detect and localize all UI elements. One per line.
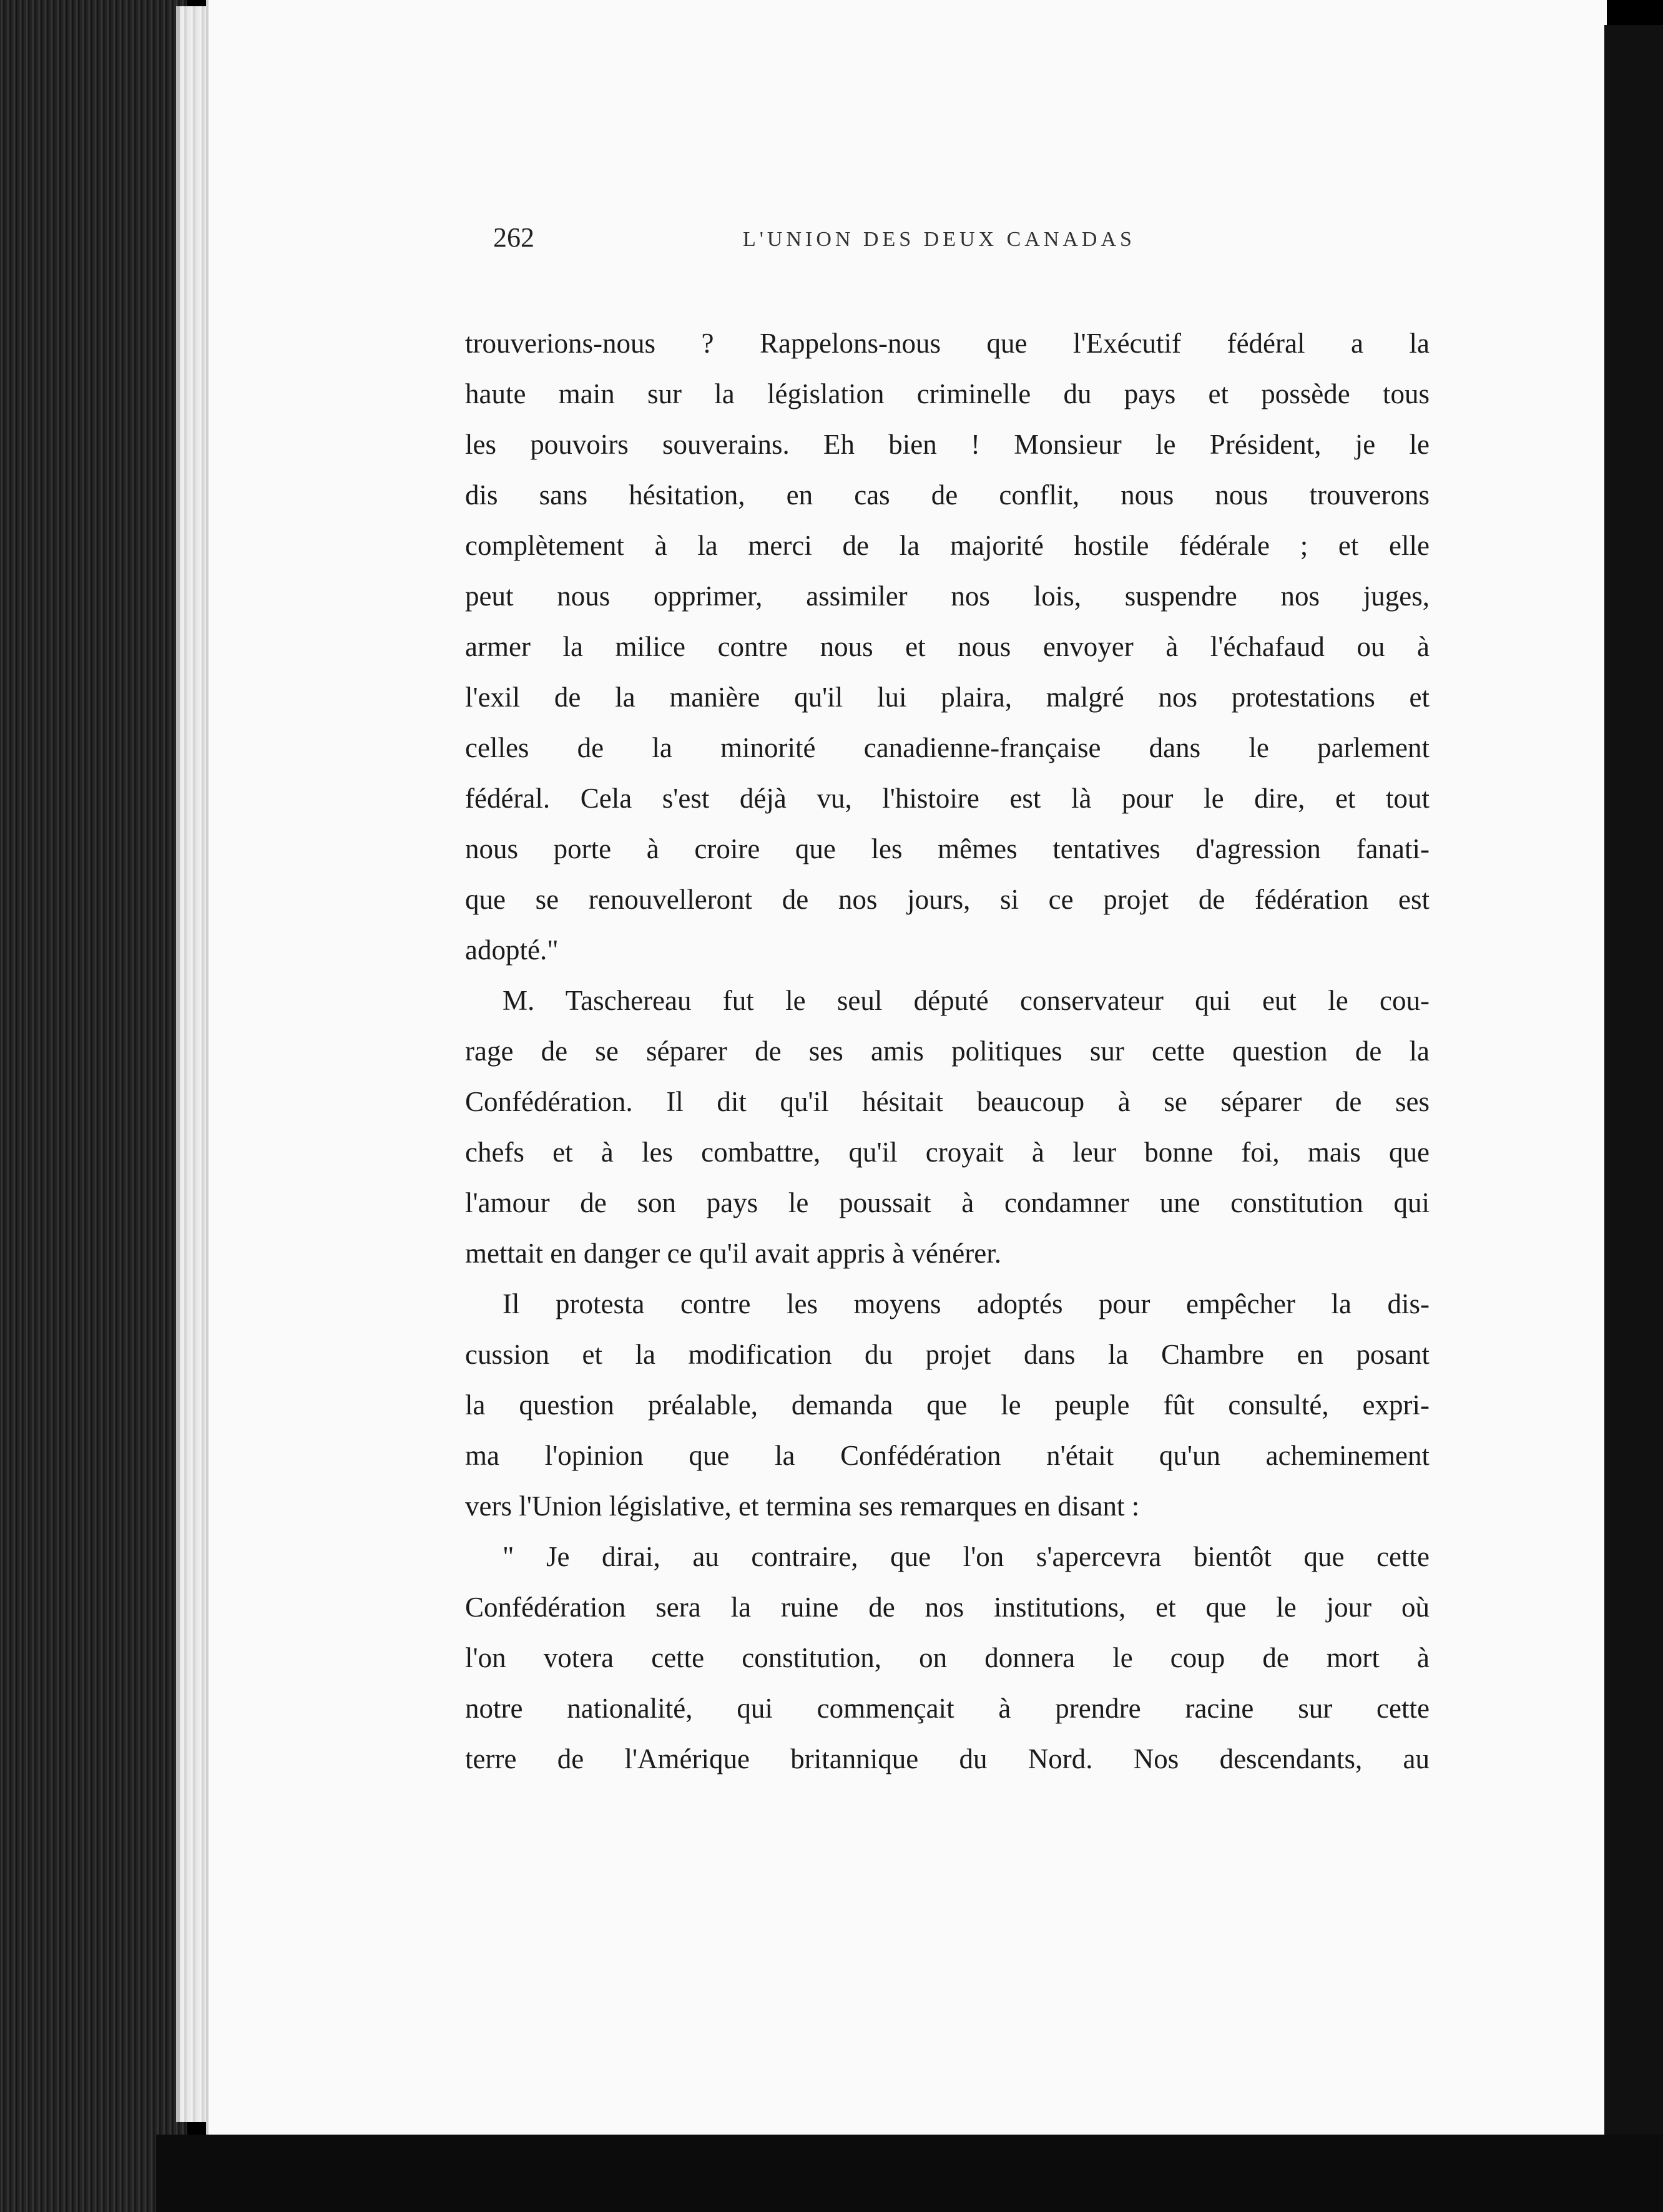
text-line: peut nous opprimer, assimiler nos lois, suspendre nos juges,	[465, 580, 1430, 612]
text-line: nous porte à croire que les mêmes tentatives d'agression fanati-	[465, 833, 1430, 864]
page-header	[493, 222, 1442, 265]
text-line: armer la milice contre nous et nous envoyer à l'échafaud ou à	[465, 631, 1430, 662]
paragraph-start-line: M. Taschereau fut le seul député conservateur qui eut le cou-	[503, 985, 1430, 1016]
text-line: Confédération sera la ruine de nos institutions, et que le jour où	[465, 1592, 1430, 1623]
text-line: vers l'Union législative, et termina ses remarques en disant :	[465, 1490, 1140, 1522]
body-text	[465, 318, 1430, 1784]
text-line: que se renouvelleront de nos jours, si ce projet de fédération est	[465, 884, 1430, 915]
paragraph-start-line: " Je dirai, au contraire, que l'on s'apercevra bientôt que cette	[503, 1541, 1430, 1572]
paragraph-start-line: Il protesta contre les moyens adoptés pour empêcher la dis-	[503, 1288, 1430, 1319]
running-head: L'UNION DES DEUX CANADAS	[743, 228, 1136, 251]
text-line: mettait en danger ce qu'il avait appris à vénérer.	[465, 1238, 1001, 1269]
page-number: 262	[493, 222, 534, 253]
text-line: haute main sur la législation criminelle du pays et possède tous	[465, 378, 1430, 409]
text-line: l'on votera cette constitution, on donnera le coup de mort à	[465, 1642, 1430, 1673]
text-line: l'exil de la manière qu'il lui plaira, malgré nos protestations et	[465, 682, 1430, 713]
book-edge-bottom	[156, 2135, 1663, 2212]
text-line: l'amour de son pays le poussait à condamner une constitution qui	[465, 1187, 1430, 1218]
text-line: adopté."	[465, 934, 559, 966]
text-line: la question préalable, demanda que le peuple fût consulté, expri-	[465, 1389, 1430, 1421]
text-line: cussion et la modification du projet dans la Chambre en posant	[465, 1339, 1430, 1370]
text-line: trouverions-nous ? Rappelons-nous que l'Exécutif fédéral a la	[465, 328, 1430, 359]
text-line: ma l'opinion que la Confédération n'était qu'un acheminement	[465, 1440, 1430, 1471]
text-line: notre nationalité, qui commençait à prendre racine sur cette	[465, 1693, 1430, 1724]
text-line: fédéral. Cela s'est déjà vu, l'histoire est là pour le dire, et tout	[465, 783, 1430, 814]
text-line: terre de l'Amérique britannique du Nord. Nos descendants, au	[465, 1743, 1430, 1774]
text-line: dis sans hésitation, en cas de conflit, nous nous trouverons	[465, 479, 1430, 511]
book-edge-left	[0, 0, 187, 2212]
text-line: rage de se séparer de ses amis politiques sur cette question de la	[465, 1035, 1430, 1067]
text-line: Confédération. Il dit qu'il hésitait beaucoup à se séparer de ses	[465, 1086, 1430, 1117]
text-line: complètement à la merci de la majorité hostile fédérale ; et elle	[465, 530, 1430, 561]
text-line: les pouvoirs souverains. Eh bien ! Monsieur le Président, je le	[465, 429, 1430, 460]
text-line: chefs et à les combattre, qu'il croyait à leur bonne foi, mais que	[465, 1137, 1430, 1168]
book-edge-right	[1604, 25, 1663, 2212]
text-line: celles de la minorité canadienne-française dans le parlement	[465, 732, 1430, 763]
